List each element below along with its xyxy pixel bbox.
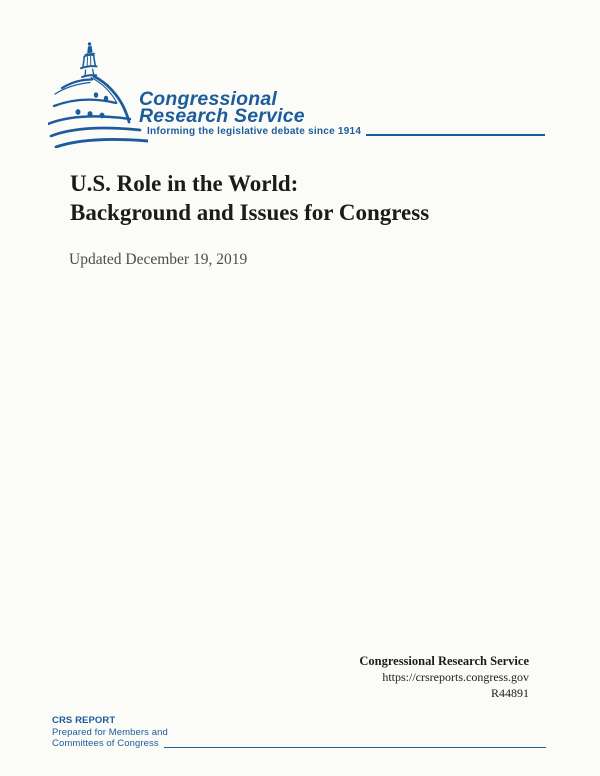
footer-committees-row <box>52 738 546 750</box>
logo-org-line2: Research Service <box>139 105 305 127</box>
footer-rule-line <box>164 747 546 748</box>
footer-report-number: R44891 <box>490 686 529 700</box>
logo-wordmark <box>139 88 305 127</box>
capitol-dome-icon <box>48 40 148 148</box>
footer-crs-label: CRS REPORT <box>52 715 116 726</box>
updated-date: Updated December 19, 2019 <box>69 251 248 268</box>
logo-org-line1: Congressional <box>139 88 278 110</box>
footer-report-url[interactable]: https://crsreports.congress.gov <box>382 670 529 684</box>
footer-crs-block <box>52 715 546 750</box>
footer-prepared-line: Prepared for Members and <box>52 726 168 738</box>
tagline-rule-line <box>366 134 545 136</box>
logo-tagline: Informing the legislative debate since 1914 <box>147 126 362 137</box>
logo-tagline-row <box>147 126 545 137</box>
report-title-line2: Background and Issues for Congress <box>70 200 430 225</box>
footer-org-name: Congressional Research Service <box>359 654 529 668</box>
report-title <box>70 169 429 227</box>
footer-publisher-block <box>359 653 529 701</box>
report-title-line1: U.S. Role in the World: <box>70 171 299 196</box>
footer-committees-line: Committees of Congress <box>52 738 159 749</box>
